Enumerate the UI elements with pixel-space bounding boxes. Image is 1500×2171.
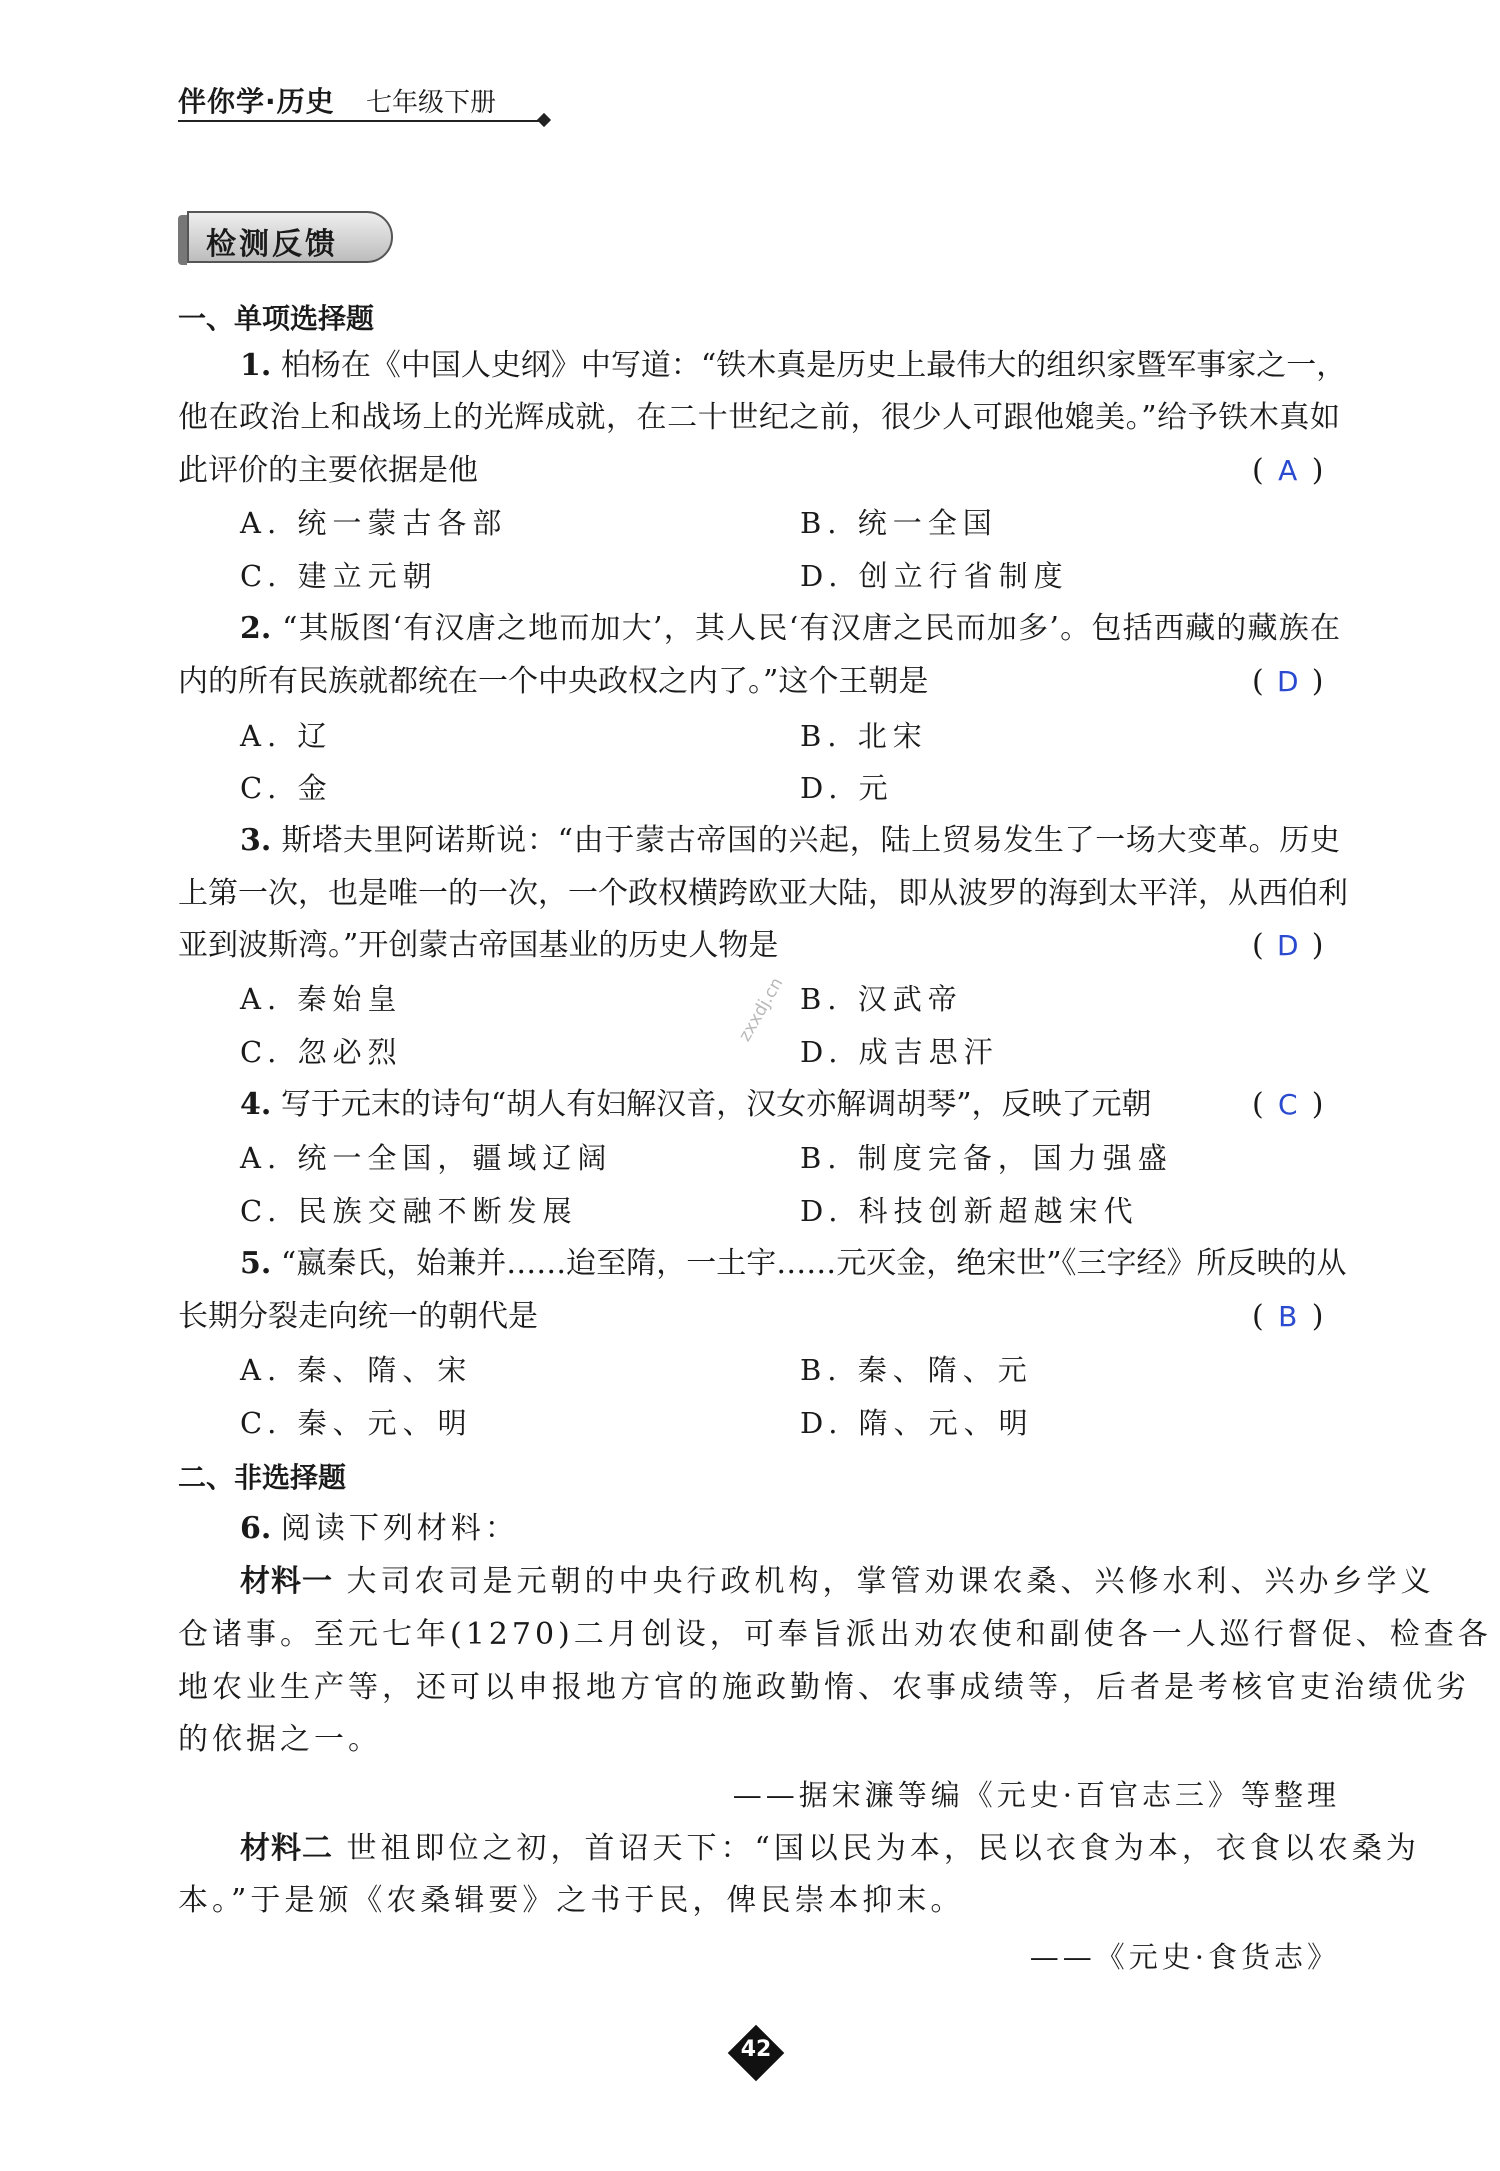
- question-number: 3.: [240, 823, 272, 858]
- option-1a: A. 统一蒙古各部: [240, 506, 508, 540]
- answer-3: D: [1276, 929, 1299, 962]
- question-3-line-3: 亚到波斯湾。”开创蒙古帝国基业的历史人物是: [178, 928, 779, 963]
- option-5a: A. 秦、隋、宋: [240, 1353, 473, 1387]
- question-text: 柏杨在《中国人史纲》中写道：“铁木真是历史上最伟大的组织家暨军事家之一，: [280, 348, 1347, 383]
- section-tab: [178, 211, 400, 267]
- option-3d: D. 成吉思汗: [800, 1035, 999, 1069]
- question-1-line-3: 此评价的主要依据是他: [178, 453, 478, 488]
- option-2d: D. 元: [800, 771, 894, 805]
- option-1d: D. 创立行省制度: [800, 559, 1069, 593]
- part1-title: 一、单项选择题: [178, 302, 375, 335]
- option-4a: A. 统一全国，疆域辽阔: [240, 1141, 613, 1175]
- material-2-label: 材料二: [240, 1831, 333, 1866]
- answer-1: A: [1278, 454, 1298, 487]
- answer-bracket-4: ( C ): [1252, 1085, 1323, 1125]
- option-2a: A. 辽: [240, 719, 333, 753]
- question-number: 5.: [240, 1246, 272, 1281]
- question-1-line-2: 他在政治上和战场上的光辉成就，在二十世纪之前，很少人可跟他媲美。”给予铁木真如: [178, 400, 1340, 435]
- section-tab-label: 检测反馈: [206, 227, 338, 262]
- option-4d: D. 科技创新超越宋代: [800, 1194, 1139, 1228]
- book-grade: 七年级下册: [366, 88, 497, 118]
- answer-2: D: [1276, 665, 1299, 698]
- question-text: 斯塔夫里阿诺斯说：“由于蒙古帝国的兴起，陆上贸易发生了一场大变革。历史: [281, 823, 1340, 858]
- part2-title: 二、非选择题: [178, 1461, 347, 1494]
- question-number: 1.: [240, 348, 272, 383]
- question-text: “嬴秦氏，始兼并……迨至隋，一土宇……元灭金，绝宋世”《三字经》所反映的从: [280, 1246, 1347, 1281]
- material-1-label: 材料一: [240, 1564, 333, 1599]
- answer-4: C: [1277, 1088, 1298, 1121]
- page-header: [178, 78, 558, 122]
- header-rule: [178, 120, 543, 122]
- book-brand: 伴你学·历史: [178, 85, 335, 118]
- material-1-line-1: [240, 1562, 1435, 1602]
- question-number: 6.: [240, 1511, 272, 1546]
- answer-bracket-1: ( A ): [1252, 451, 1323, 491]
- option-4c: C. 民族交融不断发展: [240, 1194, 578, 1228]
- question-text: 写于元末的诗句“胡人有妇解汉音，汉女亦解调胡琴”，反映了元朝: [280, 1087, 1152, 1122]
- page-number: 42: [740, 2037, 772, 2062]
- option-1c: C. 建立元朝: [240, 559, 438, 593]
- option-3b: B. 汉武帝: [800, 982, 963, 1016]
- option-1b: B. 统一全国: [800, 506, 998, 540]
- question-4-line-1: [240, 1085, 1340, 1125]
- option-5b: B. 秦、隋、元: [800, 1353, 1033, 1387]
- question-5-line-1: [240, 1244, 1347, 1284]
- material-2-line-2: 本。”于是颁《农桑辑要》之书于民，俾民崇本抑末。: [178, 1883, 965, 1918]
- watermark: zxxdj.cn: [735, 974, 788, 1045]
- answer-bracket-3: ( D ): [1252, 926, 1323, 966]
- section-tab-bar: [178, 215, 187, 265]
- material-1-line-4: 的依据之一。: [178, 1722, 382, 1757]
- question-6-prompt: [240, 1509, 519, 1549]
- material-1-line-3: 地农业生产等，还可以申报地方官的施政勤惰、农事成绩等，后者是考核官吏治绩优劣: [178, 1670, 1470, 1705]
- question-2-line-1: [240, 609, 1340, 649]
- option-2b: B. 北宋: [800, 719, 928, 753]
- option-3c: C. 忽必烈: [240, 1035, 403, 1069]
- question-2-line-2: 内的所有民族就都统在一个中央政权之内了。”这个王朝是: [178, 664, 929, 699]
- material-1-source: ——据宋濂等编《元史·百官志三》等整理: [732, 1778, 1340, 1812]
- material-2-source: ——《元史·食货志》: [1029, 1940, 1340, 1974]
- option-2c: C. 金: [240, 771, 333, 805]
- question-text: “其版图‘有汉唐之地而加大’，其人民‘有汉唐之民而加多’。包括西藏的藏族在: [282, 611, 1340, 646]
- question-number: 2.: [240, 611, 272, 646]
- material-1-line-2: 仓诸事。至元七年(1270)二月创设，可奉旨派出劝农使和副使各一人巡行督促、检查各: [178, 1617, 1492, 1652]
- question-1-line-1: [240, 346, 1347, 386]
- option-3a: A. 秦始皇: [240, 982, 403, 1016]
- question-5-line-2: 长期分裂走向统一的朝代是: [178, 1299, 538, 1334]
- option-5c: C. 秦、元、明: [240, 1406, 473, 1440]
- material-1-text: 大司农司是元朝的中央行政机构，掌管劝课农桑、兴修水利、兴办乡学义: [346, 1564, 1435, 1599]
- question-3-line-1: [240, 821, 1340, 861]
- question-number: 4.: [240, 1087, 272, 1122]
- question-text: 阅读下列材料：: [280, 1511, 519, 1546]
- option-4b: B. 制度完备，国力强盛: [800, 1141, 1173, 1175]
- material-2-line-1: [240, 1829, 1420, 1869]
- answer-5: B: [1278, 1300, 1298, 1333]
- option-5d: D. 隋、元、明: [800, 1406, 1034, 1440]
- header-diamond-icon: [537, 113, 551, 127]
- material-2-text: 世祖即位之初，首诏天下：“国以民为本，民以衣食为本，衣食以农桑为: [346, 1831, 1420, 1866]
- page-number-badge: [728, 2025, 784, 2081]
- answer-bracket-5: ( B ): [1252, 1297, 1323, 1337]
- answer-bracket-2: ( D ): [1252, 662, 1323, 702]
- question-3-line-2: 上第一次，也是唯一的一次，一个政权横跨欧亚大陆，即从波罗的海到太平洋，从西伯利: [178, 876, 1348, 911]
